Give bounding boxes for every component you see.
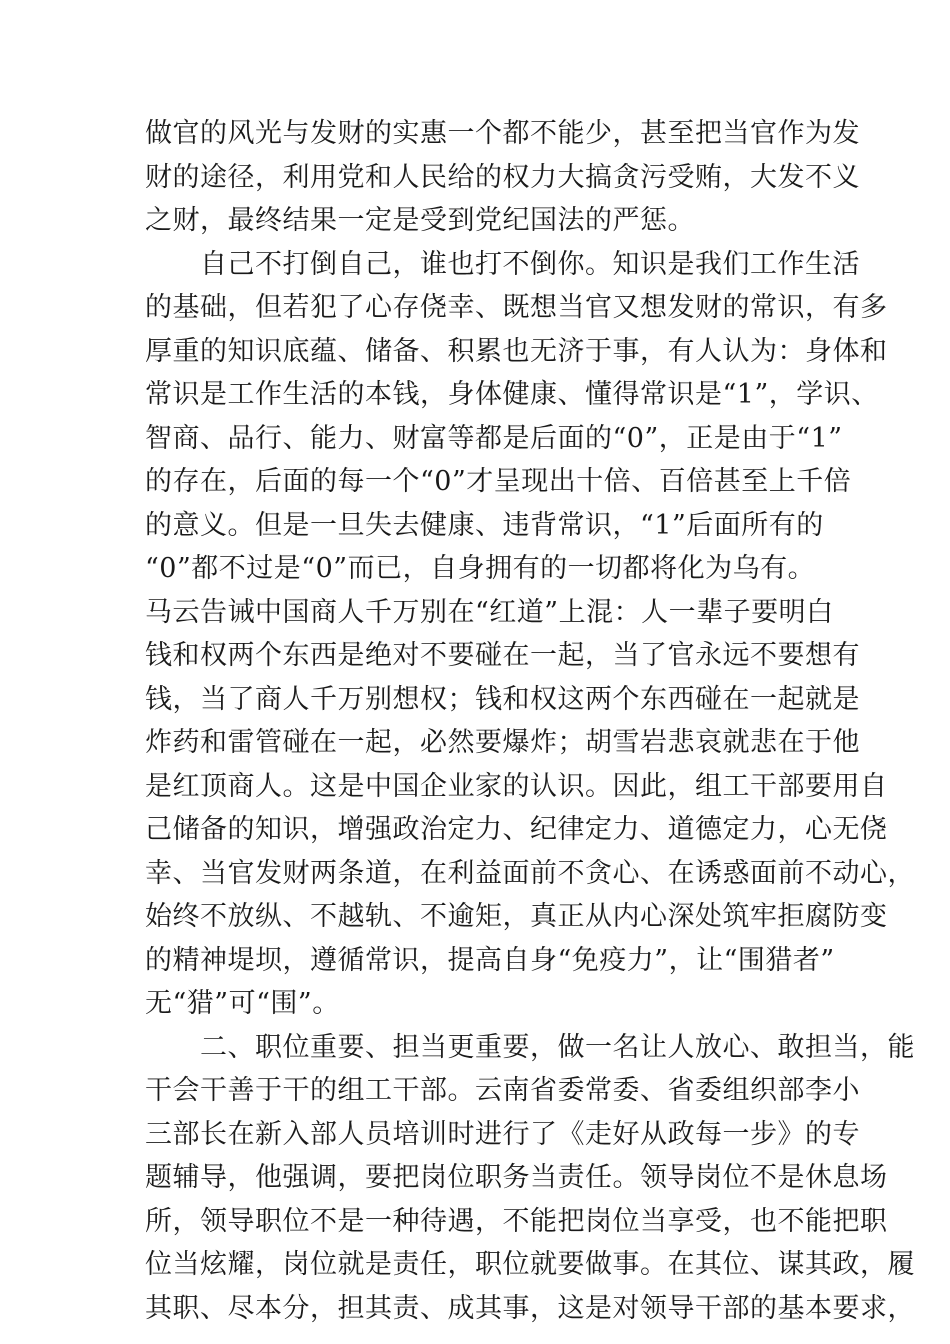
paragraph-1 — [145, 112, 860, 243]
text-line: 三部长在新入部人员培训时进行了《走好从政每一步》的专 — [145, 1118, 860, 1150]
text-line: 幸、当官发财两条道，在利益面前不贪心、在诱惑面前不动心， — [145, 857, 915, 889]
text-line: 财的途径，利用党和人民给的权力大搞贪污受贿，大发不义 — [145, 161, 860, 193]
text-line: 二、职位重要、担当更重要，做一名让人放心、敢担当，能 — [200, 1031, 915, 1063]
text-line: 马云告诫中国商人千万别在“红道”上混：人一辈子要明白 — [145, 596, 834, 628]
document-body — [145, 112, 915, 1330]
text-line: 的意义。但是一旦失去健康、违背常识，“1”后面所有的 — [145, 509, 824, 541]
text-line: 始终不放纵、不越轨、不逾矩，真正从内心深处筑牢拒腐防变 — [145, 901, 888, 932]
text-line: 常识是工作生活的本钱，身体健康、懂得常识是“1”，学识、 — [145, 379, 879, 410]
text-line: 干会干善于干的组工干部。云南省委常委、省委组织部李小 — [145, 1075, 860, 1106]
text-line: 自己不打倒自己，谁也打不倒你。知识是我们工作生活 — [200, 248, 860, 280]
text-line: 智商、品行、能力、财富等都是后面的“0”，正是由于“1” — [145, 422, 843, 454]
text-line: 是红顶商人。这是中国企业家的认识。因此，组工干部要用自 — [145, 770, 888, 802]
text-line: 己储备的知识，增强政治定力、纪律定力、道德定力，心无侥 — [145, 814, 888, 845]
text-line: 厚重的知识底蕴、储备、积累也无济于事，有人认为：身体和 — [145, 335, 888, 367]
text-line: 钱和权两个东西是绝对不要碰在一起，当了官永远不要想有 — [145, 640, 860, 671]
text-line: 的基础，但若犯了心存侥幸、既想当官又想发财的常识，有多 — [145, 292, 888, 323]
text-line: 钱，当了商人千万别想权；钱和权这两个东西碰在一起就是 — [145, 683, 860, 715]
paragraph-2 — [145, 243, 915, 1026]
text-line: “0”都不过是“0”而已，自身拥有的一切都将化为乌有。 — [145, 553, 816, 584]
paragraph-3 — [145, 1026, 915, 1331]
text-line: 其职、尽本分，担其责、成其事，这是对领导干部的基本要求， — [145, 1292, 915, 1324]
text-line: 所，领导职位不是一种待遇，不能把岗位当享受，也不能把职 — [145, 1205, 888, 1237]
text-line: 炸药和雷管碰在一起，必然要爆炸；胡雪岩悲哀就悲在于他 — [145, 727, 860, 758]
text-line: 的精神堤坝，遵循常识，提高自身“免疫力”，让“围猎者” — [145, 944, 835, 976]
text-line: 的存在，后面的每一个“0”才呈现出十倍、百倍甚至上千倍 — [145, 466, 852, 497]
text-line: 之财，最终结果一定是受到党纪国法的严惩。 — [145, 205, 695, 236]
text-line: 题辅导，他强调，要把岗位职务当责任。领导岗位不是休息场 — [145, 1162, 888, 1193]
text-line: 做官的风光与发财的实惠一个都不能少，甚至把当官作为发 — [145, 118, 860, 149]
text-line: 无“猎”可“围”。 — [145, 988, 340, 1019]
text-line: 位当炫耀，岗位就是责任，职位就要做事。在其位、谋其政，履 — [145, 1249, 915, 1280]
